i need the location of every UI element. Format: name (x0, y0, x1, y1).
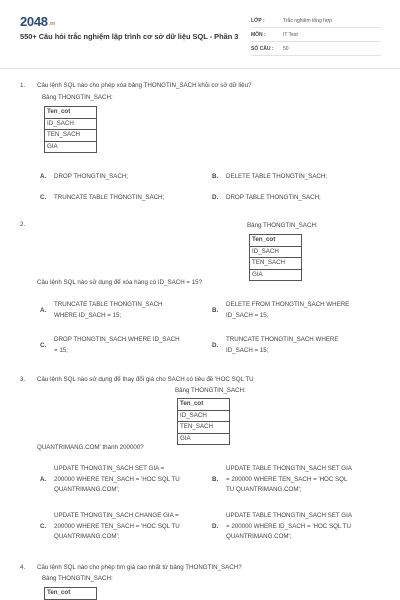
option-letter: D. (212, 194, 219, 201)
question-number: 2. (20, 221, 26, 228)
option-text (54, 300, 163, 321)
table-header-cell: Ten_cot (45, 588, 97, 600)
option-text (226, 300, 349, 321)
option-letter: B. (212, 475, 219, 483)
option-2d[interactable] (212, 335, 382, 356)
table-cell: TEN_SACH (45, 130, 97, 142)
column-table (249, 234, 302, 281)
meta-row-count (251, 42, 381, 56)
option-letter: D. (212, 522, 219, 530)
option-line: = 200000 WHERE TEN_SACH = 'HOC SQL (226, 475, 348, 483)
option-line: TU QUANTRIMANG.COM'; (226, 486, 302, 493)
option-2b[interactable] (212, 300, 382, 321)
meta-value: Trắc nghiệm tổng hợp (283, 17, 332, 24)
table-cell: ID_SACH (45, 118, 97, 130)
option-line: QUANTRIMANG.COM'; (54, 486, 120, 493)
option-text: DROP THONGTIN_SACH; (54, 173, 129, 180)
option-line: WHERE ID_SACH = 15; (54, 311, 122, 319)
option-line: = 200000 WHERE ID_SACH = 'HOC SQL TU (226, 522, 351, 530)
table-header-cell: Ten_cot (250, 235, 302, 247)
table-caption: Bảng THONGTIN_SACH: (42, 575, 113, 582)
meta-label: LỚP : (251, 17, 265, 24)
table-cell: GIA (250, 269, 302, 281)
option-line: ID_SACH = 15; (226, 311, 269, 319)
meta-label: SỐ CÂU : (251, 45, 274, 52)
option-line: ID_SACH = 15; (226, 346, 269, 354)
option-text: TRUNCATE TABLE THONGTIN_SACH; (54, 194, 165, 201)
option-line: UPDATE TABLE THONGTIN_SACH SET GIA (226, 465, 352, 472)
question-text: Câu lệnh SQL nào sử dụng để thay đổi giá cho SACH có tiêu đề 'HOC SQL TU (37, 376, 254, 383)
option-line: TRUNCATE TABLE THONGTIN_SACH (54, 301, 163, 308)
meta-value: 50 (283, 45, 289, 52)
option-line: TRUNCATE THONGTIN_SACH WHERE (226, 336, 339, 343)
option-text (226, 464, 352, 496)
option-line: 200000 WHERE TEN_SACH = 'HOC SQL TU (54, 475, 180, 483)
option-letter: A. (40, 173, 47, 180)
option-line: QUANTRIMANG.COM'; (226, 533, 292, 540)
option-letter: A. (40, 306, 47, 314)
table-header-cell: Ten_cot (45, 107, 97, 119)
question-text: Câu lệnh SQL nào cho phép xóa bảng THONGTIN_SACH khỏi cơ sở dữ liệu? (37, 82, 252, 89)
option-letter: A. (40, 475, 47, 483)
table-caption: Bảng THONGTIN_SACH: (247, 222, 318, 229)
option-line: UPDATE THONGTIN_SACH CHANGE GIA = (54, 512, 179, 519)
option-text (54, 511, 180, 543)
option-line: UPDATE TABLE THONGTIN_SACH SET GIA (226, 512, 352, 519)
quiz-meta (251, 14, 381, 56)
table-cell: GIA (178, 433, 230, 445)
option-letter: D. (212, 341, 219, 349)
option-line: DROP THONGTIN_SACH WHERE ID_SACH (54, 336, 180, 343)
table-cell: TEN_SACH (250, 258, 302, 270)
option-line: UPDATE THONGTIN_SACH SET GIA = (54, 465, 165, 472)
page-title: 550+ Câu hỏi trắc nghiệm lập trình cơ sở dữ liệu SQL - Phần 3 (20, 32, 239, 41)
option-3a[interactable] (40, 464, 212, 496)
logo-domain: .vn (48, 21, 56, 27)
option-3d[interactable] (212, 511, 390, 543)
meta-value: IT Test (283, 31, 298, 38)
option-text (226, 511, 352, 543)
option-line: QUANTRIMANG.COM'; (54, 533, 120, 540)
option-line: = 15; (54, 346, 68, 354)
option-letter: B. (212, 306, 219, 314)
table-cell: TEN_SACH (178, 422, 230, 434)
option-3b[interactable] (212, 464, 390, 496)
meta-row-class (251, 14, 381, 28)
table-cell: ID_SACH (178, 410, 230, 422)
option-2c[interactable] (40, 335, 205, 356)
column-table (177, 398, 230, 445)
table-caption: Bảng THONGTIN_SACH: (42, 94, 113, 101)
option-text: DROP TABLE THONGTIN_SACH; (226, 194, 321, 201)
option-letter: C. (40, 522, 47, 530)
question-number: 4. (20, 564, 26, 571)
question-text: Câu lệnh SQL nào cho phép tìm giá cao nhất từ bảng THONGTIN_SACH? (37, 564, 242, 571)
meta-row-subject (251, 28, 381, 42)
question-text-continued: QUANTRIMANG.COM' thành 200000? (37, 444, 144, 451)
logo-text: 2048 (20, 14, 48, 29)
column-table (44, 106, 97, 153)
option-text (54, 335, 180, 356)
question-number: 1. (20, 82, 26, 89)
option-letter: C. (40, 194, 47, 201)
question-text: Câu lệnh SQL nào sử dụng để xóa hàng có ID_SACH = 15? (37, 279, 203, 286)
meta-label: MÔN : (251, 31, 266, 38)
question-number: 3. (20, 376, 26, 383)
option-3c[interactable] (40, 511, 212, 543)
site-logo[interactable] (20, 14, 55, 29)
table-header-cell: Ten_cot (178, 399, 230, 411)
table-cell: GIA (45, 141, 97, 153)
table-caption: Bảng THONGTIN_SACH: (175, 387, 246, 394)
option-letter: B. (212, 173, 219, 180)
column-table (44, 587, 97, 600)
option-text: DELETE TABLE THONGTIN_SACH; (226, 173, 328, 180)
option-2a[interactable] (40, 300, 205, 321)
option-text (226, 335, 339, 356)
option-line: DELETE FROM THONGTIN_SACH WHERE (226, 301, 350, 308)
table-cell: ID_SACH (250, 246, 302, 258)
option-letter: C. (40, 341, 47, 349)
header-divider (0, 68, 400, 69)
option-line: 200000 WHERE TEN_SACH = 'HOC SQL TU (54, 522, 180, 530)
option-text (54, 464, 180, 496)
